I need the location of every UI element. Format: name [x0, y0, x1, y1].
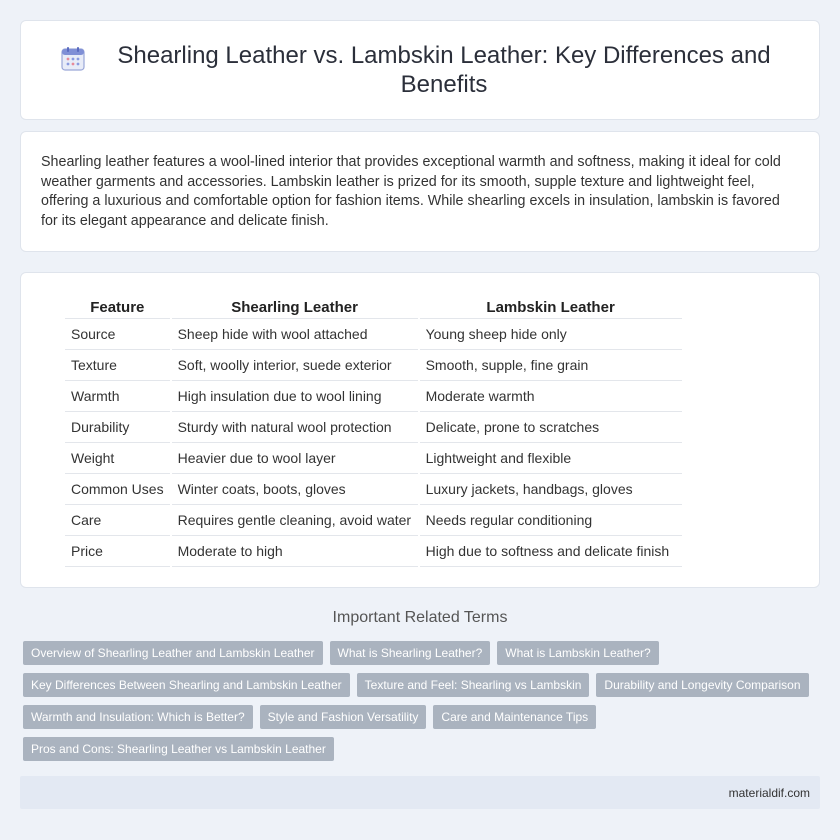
- table-row: [65, 350, 682, 381]
- feature-cell: Texture: [65, 350, 170, 381]
- shearling-cell: Sheep hide with wool attached: [172, 319, 418, 350]
- lambskin-cell: Moderate warmth: [420, 381, 682, 412]
- table-row: [65, 505, 682, 536]
- tag-row: [23, 737, 823, 761]
- related-terms-list: [23, 641, 823, 769]
- lambskin-cell: High due to softness and delicate finish: [420, 536, 682, 567]
- table-row: [65, 319, 682, 350]
- table-row: [65, 412, 682, 443]
- table-header-row: [65, 295, 682, 319]
- tag-row: [23, 641, 823, 665]
- feature-cell: Warmth: [65, 381, 170, 412]
- intro-card: [20, 131, 820, 252]
- feature-cell: Source: [65, 319, 170, 350]
- page-title: Shearling Leather vs. Lambskin Leather: Key Differences and Benefits: [117, 42, 771, 98]
- intro-paragraph: Shearling leather features a wool-lined interior that provides exceptional warmth and softness, making it ideal for cold weather garments and accessories. Lambskin leather is prized for its smooth, supple texture and lightweight feel, offering a luxurious and comfortable option for fashion items. While shearling excels in insulation, lambskin is favored for its elegant appearance and delicate finish.: [41, 154, 781, 229]
- shearling-cell: Moderate to high: [172, 536, 418, 567]
- header-shearling: Shearling Leather: [172, 295, 418, 319]
- shearling-cell: Sturdy with natural wool protection: [172, 412, 418, 443]
- related-tag[interactable]: Key Differences Between Shearling and Lambskin Leather: [23, 673, 350, 697]
- related-tag[interactable]: Overview of Shearling Leather and Lambskin Leather: [23, 641, 323, 665]
- shearling-cell: Heavier due to wool layer: [172, 443, 418, 474]
- lambskin-cell: Needs regular conditioning: [420, 505, 682, 536]
- table-row: [65, 474, 682, 505]
- related-tag[interactable]: Durability and Longevity Comparison: [596, 673, 808, 697]
- feature-cell: Common Uses: [65, 474, 170, 505]
- shearling-cell: Requires gentle cleaning, avoid water: [172, 505, 418, 536]
- title-card: [20, 20, 820, 120]
- feature-cell: Weight: [65, 443, 170, 474]
- table-row: [65, 443, 682, 474]
- title-wrap: [60, 41, 780, 99]
- lambskin-cell: Delicate, prone to scratches: [420, 412, 682, 443]
- related-tag[interactable]: Style and Fashion Versatility: [260, 705, 427, 729]
- feature-cell: Price: [65, 536, 170, 567]
- lambskin-cell: Smooth, supple, fine grain: [420, 350, 682, 381]
- calendar-icon: [60, 46, 86, 72]
- lambskin-cell: Luxury jackets, handbags, gloves: [420, 474, 682, 505]
- table-row: [65, 536, 682, 567]
- feature-cell: Durability: [65, 412, 170, 443]
- lambskin-cell: Lightweight and flexible: [420, 443, 682, 474]
- tag-row: [23, 673, 823, 697]
- feature-cell: Care: [65, 505, 170, 536]
- header-lambskin: Lambskin Leather: [420, 295, 682, 319]
- header-feature: Feature: [65, 295, 170, 319]
- related-terms-heading: Important Related Terms: [332, 609, 508, 626]
- related-tag[interactable]: Texture and Feel: Shearling vs Lambskin: [357, 673, 590, 697]
- lambskin-cell: Young sheep hide only: [420, 319, 682, 350]
- shearling-cell: High insulation due to wool lining: [172, 381, 418, 412]
- comparison-table: [63, 295, 684, 567]
- footer-site-link[interactable]: materialdif.com: [728, 786, 810, 800]
- related-tag[interactable]: Warmth and Insulation: Which is Better?: [23, 705, 253, 729]
- related-tag[interactable]: Pros and Cons: Shearling Leather vs Lambskin Leather: [23, 737, 334, 761]
- footer: [20, 776, 820, 809]
- related-tag[interactable]: What is Shearling Leather?: [330, 641, 491, 665]
- related-tag[interactable]: What is Lambskin Leather?: [497, 641, 658, 665]
- shearling-cell: Winter coats, boots, gloves: [172, 474, 418, 505]
- shearling-cell: Soft, woolly interior, suede exterior: [172, 350, 418, 381]
- tag-row: [23, 705, 823, 729]
- comparison-card: [20, 272, 820, 588]
- related-tag[interactable]: Care and Maintenance Tips: [433, 705, 596, 729]
- table-row: [65, 381, 682, 412]
